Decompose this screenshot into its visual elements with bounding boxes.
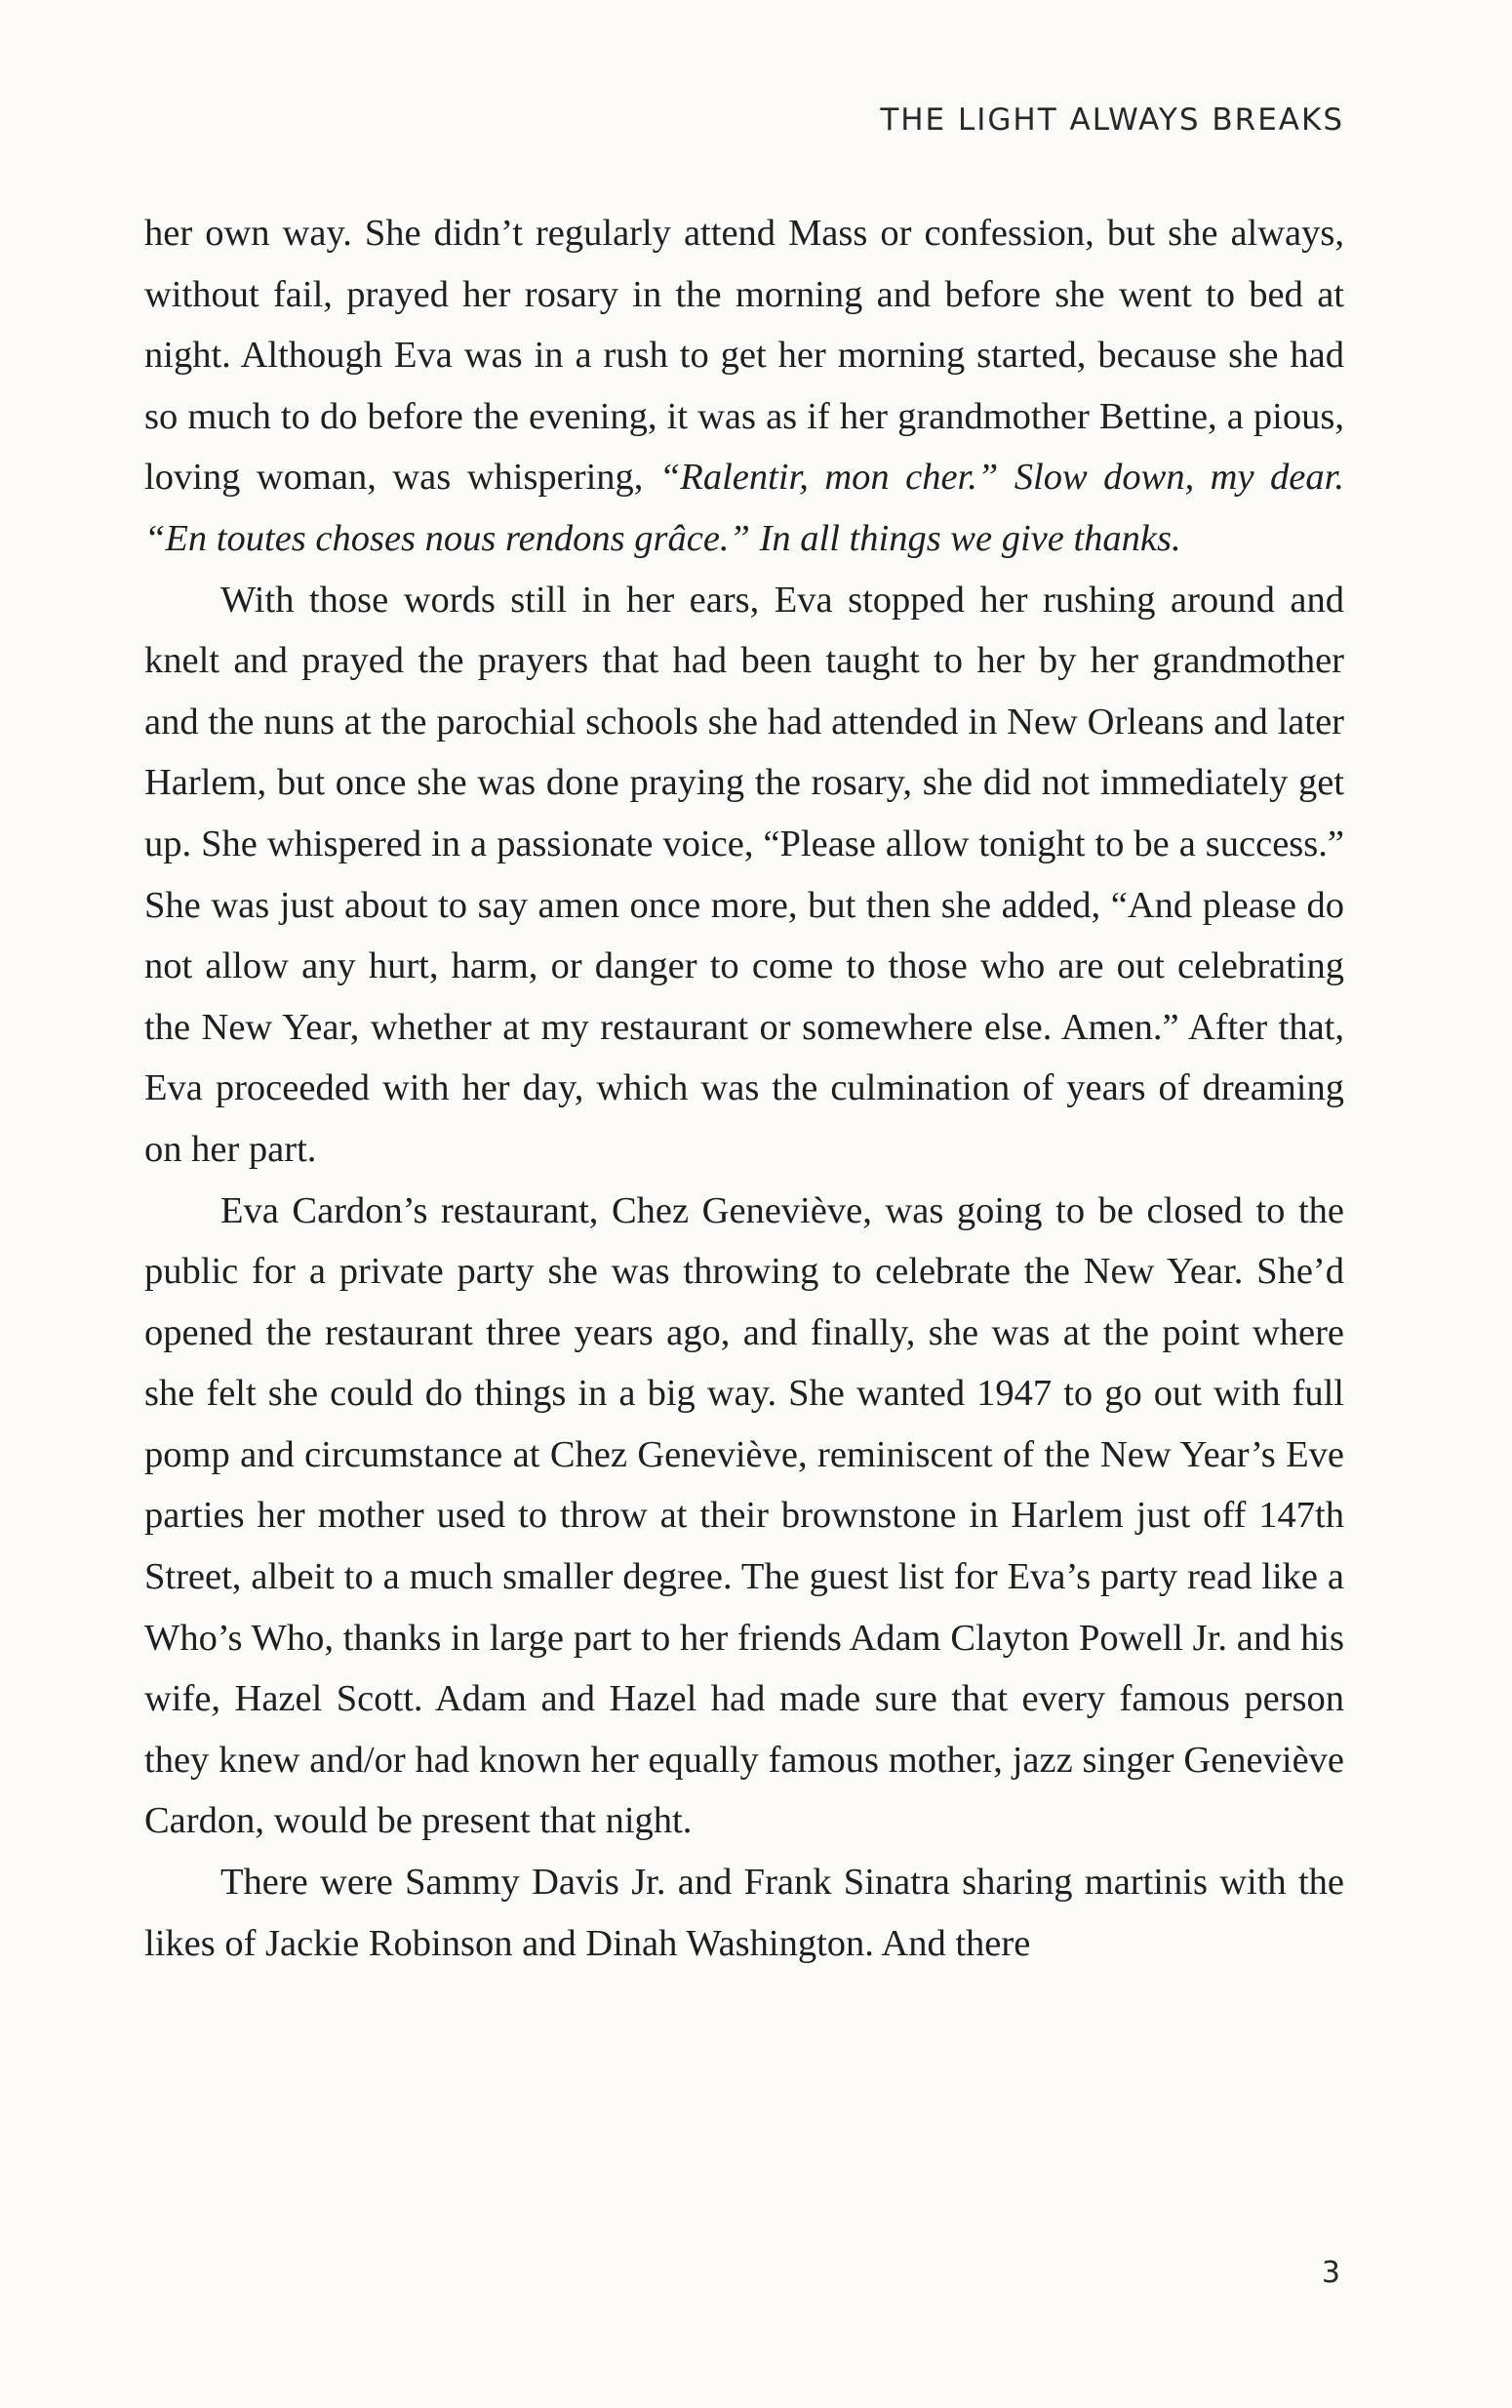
body-text bbox=[144, 203, 1344, 1974]
paragraph-text: her own way. She didn’t regularly attend Mass or confession, but she always, without fail, prayed her rosary in the morning and before she went to bed at night. Although Eva was in a rush to get her morning started, because she had so much to do before the evening, it was as if her grandmother Bettine, a pious, loving woman, was whispering, bbox=[144, 213, 1344, 499]
paragraph: Eva Cardon’s restaurant, Chez Geneviève, was going to be closed to the public for a private party she was throwing to celebrate the New Year. She’d opened the restaurant three years ago, and finally, she was at the point where she felt she could do things in a big way. She wanted 1947 to go out with full pomp and circumstance at Chez Geneviève, reminiscent of the New Year’s Eve parties her mother used to throw at their brownstone in Harlem just off 147th Street, albeit to a much smaller degree. The guest list for Eva’s party read like a Who’s Who, thanks in large part to her friends Adam Clayton Powell Jr. and his wife, Hazel Scott. Adam and Hazel had made sure that every famous person they knew and/or had known her equally famous mother, jazz singer Geneviève Cardon, would be present that night. bbox=[144, 1189, 1344, 1842]
page-number: 3 bbox=[1321, 2256, 1340, 2290]
italic-french-quote: “Ralentir, mon cher.” Slow down, my dear. “En toutes choses nous rendons grâce.” In all things we give thanks. bbox=[144, 457, 1344, 559]
paragraph: With those words still in her ears, Eva stopped her rushing around and knelt and prayed the prayers that had been taught to her by her grandmother and the nuns at the parochial schools she had attended in New Orleans and later Harlem, but once she was done praying the rosary, she did not immediately get up. She whispered in a passionate voice, “Please allow tonight to be a success.” She was just about to say amen once more, but then she added, “And please do not allow any hurt, harm, or danger to come to those who are out celebrating the New Year, whether at my restaurant or somewhere else. Amen.” After that, Eva proceeded with her day, which was the culmination of years of dreaming on her part. bbox=[144, 579, 1344, 1170]
running-head: THE LIGHT ALWAYS BREAKS bbox=[880, 102, 1344, 138]
paragraph: There were Sammy Davis Jr. and Frank Sinatra sharing martinis with the likes of Jackie Robinson and Dinah Washington. And there bbox=[144, 1862, 1344, 1964]
paragraph-continued bbox=[144, 203, 1344, 570]
